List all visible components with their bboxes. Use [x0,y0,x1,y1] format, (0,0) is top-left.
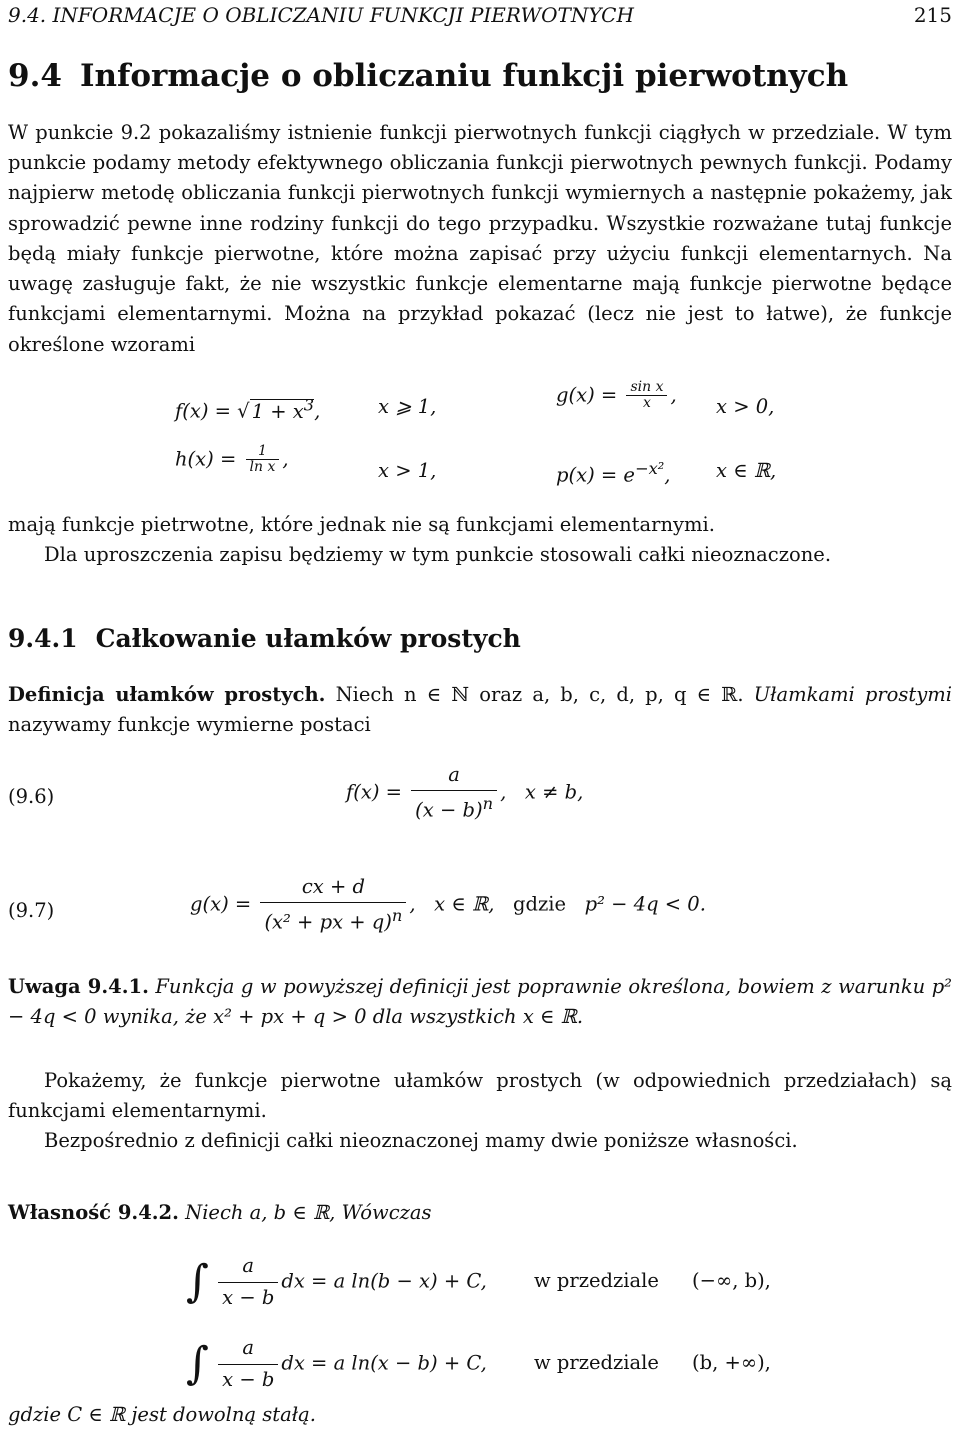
eq-label-9-6: (9.6) [8,785,55,808]
definition-italic: Ułamkami prostymi [753,683,953,706]
formula-h-cond: x > 1, [378,459,437,482]
property-text: Niech a, b ∈ ℝ, Wówczas [185,1201,432,1224]
equation-9-7: (9.7) g(x) = $\frac{cx + d}{(x^2 + px + q)^n}$ , x ∈ ℝ, gdzie p² − 4q < 0. [8,872,952,942]
remark-label: Uwaga 9.4.1. [8,975,149,998]
eq96-lhs: f(x) = [346,780,402,804]
definition [8,680,952,740]
running-head [8,0,952,31]
eq97-den: (x² + px + q)$^n$ [264,906,403,934]
footer-text: gdzie C ∈ ℝ jest dowolną stałą. [8,1403,316,1426]
integral-1 [8,1248,952,1318]
paragraph-2 [8,1066,952,1157]
int2-interval: (b, +∞), [692,1351,771,1374]
eq97-num: cx + d [260,872,406,903]
eq97-gdzie: gdzie [513,892,567,916]
eq97-cond: x ∈ ℝ, [434,892,495,916]
eq96-cond: x ≠ b, [524,780,584,804]
definition-text1: Niech n ∈ ℕ oraz a, b, c, d, p, q ∈ ℝ. [335,683,744,706]
formula-g: g(x) = $\frac{\text{sin x}}{x}$ , [556,379,677,412]
subsection-number: 9.4.1 [8,624,78,653]
formula-h: h(x) = $\frac{1}{\text{ln x}}$ , [175,443,289,476]
after-formulas-line1: mają funkcje pietrwotne, które jednak nie są funkcjami elementarnymi. [8,513,715,536]
intro-text: W punkcie 9.2 pokazaliśmy istnienie funkcji pierwotnych funkcji ciągłych w przedziale. W tym punkcie podamy metody efektywnego obliczania funkcji pierwotnych pewnych funkcji. Podamy najpierw metodę obliczania funkcji pierwotnych funkcji wymiernych a następnie pokażemy, jak sprowadzić pewne inne rodziny funkcji do tego przypadku. Wszystkie rozważane tutaj funkcje będą miały funkcje pierwotne, które można zapisać przy użyciu funkcji elementarnych. Na uwagę zasługuje fakt, że nie wszystkic funkcje elementarne mają funkcje pierwotne będące funkcjami elementarnymi. Można na przykład pokazać (lecz nie jest to łatwe), że funkcje określone wzorami [8,121,952,356]
int1-rhs: dx = a ln(b − x) + C, [281,1269,487,1293]
equation-9-6: (9.6) f(x) = $\frac{a}{(x - b)^n}$ , x ≠ b, [8,760,952,830]
after-formulas-line2: Dla uproszczenia zapisu będziemy w tym punkcie stosowali całki nieoznaczone. [44,543,832,567]
subsection-title-text: Całkowanie ułamków prostych [95,624,521,653]
int2-rhs: dx = a ln(x − b) + C, [281,1351,487,1375]
paragraph-2-line1: Pokażemy, że funkcje pierwotne ułamków prostych (w odpowiednich przedziałach) są funkcjami elementarnymi. [8,1069,952,1123]
formula-f: f(x) = √ $1 + x^3$, [175,395,321,423]
integral-sign-icon: ∫ [186,1338,209,1389]
int1-where: w przedziale [534,1269,659,1292]
definition-label: Definicja ułamków prostych. [8,683,326,706]
page-number: 215 [913,3,952,27]
section-title-text: Informacje o obliczaniu funkcji pierwotnych [79,58,849,94]
eq96-num: a [411,760,497,791]
int2-where: w przedziale [534,1351,659,1374]
intro-paragraph [8,118,952,360]
remark [8,972,952,1032]
eq96-den: $(x - b)^n$ [415,794,494,822]
after-formulas [8,510,952,570]
int1-num: a [218,1251,278,1282]
remark-text: Funkcja g w powyższej definicji jest poprawnie określona, bowiem z warunku p² − 4q < 0 wynika, że x² + px + q > 0 dla wszystkich x ∈ ℝ. [8,975,952,1029]
formula-f-cond: x ⩾ 1, [378,395,437,418]
eq97-lhs: g(x) = [190,892,252,916]
footer-line [8,1400,952,1430]
section-title [8,52,848,100]
formula-g-cond: x > 0, [716,395,775,418]
paragraph-2-line2: Bezpośrednio z definicji całki nieoznaczonej mamy dwie poniższe własności. [44,1129,798,1153]
integral-2 [8,1330,952,1400]
subsection-title [8,620,521,659]
int2-num: a [218,1333,278,1364]
property-label: Własność 9.4.2. [8,1201,179,1224]
definition-text2: nazywamy funkcje wymierne postaci [8,713,371,737]
integral-sign-icon: ∫ [186,1256,209,1307]
formula-p-cond: x ∈ ℝ, [716,459,777,482]
int1-den: x − b [222,1285,275,1309]
section-number: 9.4 [8,58,62,94]
running-head-title: 9.4. INFORMACJE O OBLICZANIU FUNKCJI PIERWOTNYCH [8,3,634,27]
int2-den: x − b [222,1367,275,1391]
eq97-cond2: p² − 4q < 0. [584,892,706,916]
eq-label-9-7: (9.7) [8,899,55,922]
property [8,1198,952,1228]
int1-interval: (−∞, b), [692,1269,771,1292]
formula-p: $p(x) = e^{-x^2}$, [556,459,671,487]
